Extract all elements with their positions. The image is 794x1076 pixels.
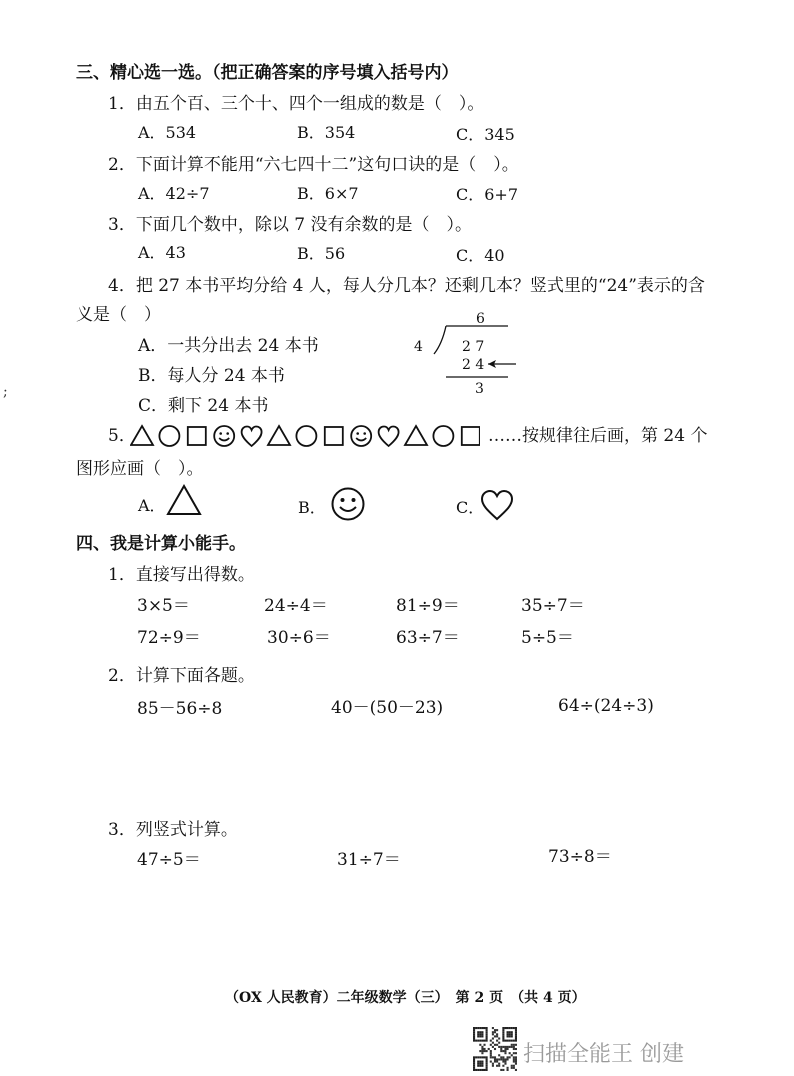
- scanner-watermark: 扫描全能王 创建: [523, 1042, 684, 1067]
- calc-item: 81÷9＝: [396, 596, 460, 616]
- q5-stem-tail: ……按规律往后画，第 24 个: [488, 426, 708, 446]
- smiley-icon: [214, 426, 234, 446]
- q1-stem: 1．由五个百、三个十、四个一组成的数是（ ）。: [108, 94, 485, 114]
- section3-title: [76, 63, 459, 83]
- long-division-diagram: [408, 306, 518, 398]
- triangle-icon: [131, 426, 153, 445]
- q5-number: 5．: [108, 426, 136, 446]
- q3-stem: 3．下面几个数中，除以 7 没有余数的是（ ）。: [108, 215, 472, 235]
- calc-item: 5÷5＝: [521, 628, 574, 648]
- division-bracket-lines: [408, 306, 518, 398]
- calc-item: 72÷9＝: [137, 628, 201, 648]
- page-footer: （OX 人民教育）二年级数学（三） 第 2 页 （共 4 页）: [225, 990, 586, 1006]
- part2-title: 2．计算下面各题。: [108, 666, 255, 686]
- q4-option-a: A．一共分出去 24 本书: [138, 336, 319, 356]
- q2-option-c: C．6+7: [456, 185, 519, 204]
- part3-title: 3．列竖式计算。: [108, 820, 238, 840]
- q1-option-a: A．534: [138, 123, 197, 142]
- q5-stem-line2: 图形应画（ ）。: [76, 459, 204, 479]
- expression-item: 40－(50－23): [331, 698, 444, 718]
- smiley-icon: [330, 486, 366, 522]
- triangle-icon: [166, 484, 202, 516]
- margin-mark: ;: [3, 384, 8, 400]
- circle-icon: [296, 426, 316, 446]
- heart-icon: [479, 488, 515, 522]
- q3-option-b: B．56: [297, 244, 346, 263]
- q5-option-a: A．: [138, 496, 166, 515]
- heart-icon: [242, 427, 262, 447]
- q4-option-c: C．剩下 24 本书: [138, 396, 269, 416]
- q1-option-b: B．354: [297, 123, 356, 142]
- calc-item: 35÷7＝: [521, 596, 585, 616]
- circle-icon: [433, 426, 453, 446]
- calc-item: 30÷6＝: [267, 628, 331, 648]
- heart-icon: [379, 427, 399, 447]
- square-icon: [462, 427, 480, 445]
- expression-item: 85－56÷8: [137, 699, 223, 719]
- q2-stem: 2．下面计算不能用“六七四十二”这句口诀的是（ ）。: [108, 155, 519, 175]
- vertical-calc-item: 47÷5＝: [137, 850, 201, 870]
- division-dividend: 2 7: [462, 339, 485, 355]
- calc-item: 3×5＝: [137, 596, 190, 616]
- division-remainder: 3: [475, 381, 484, 397]
- q5-option-c: C．: [456, 498, 485, 517]
- section4-title: 四、我是计算小能手。: [76, 534, 246, 554]
- q3-option-c: C．40: [456, 246, 505, 265]
- square-icon: [188, 427, 206, 445]
- triangle-icon: [405, 426, 427, 445]
- calc-item: 24÷4＝: [264, 596, 328, 616]
- q4-stem-line2: 义是（ ）: [76, 305, 161, 325]
- expression-item: 64÷(24÷3): [558, 696, 654, 716]
- division-quotient: 6: [476, 311, 485, 327]
- q4-stem-line1: 4．把 27 本书平均分给 4 人，每人分几本？还剩几本？竖式里的“24”表示的含: [108, 276, 705, 296]
- circle-icon: [159, 426, 179, 446]
- division-divisor: 4: [414, 339, 423, 355]
- division-product: 2 4: [462, 357, 485, 373]
- q5-shape-pattern: [130, 422, 480, 450]
- part1-title: 1．直接写出得数。: [108, 565, 255, 585]
- q2-option-a: A．42÷7: [138, 184, 210, 203]
- qr-code-icon: [473, 1027, 517, 1071]
- section3-instruction: （把正确答案的序号填入括号内）: [212, 63, 459, 83]
- q5-option-b: B．: [298, 498, 326, 517]
- vertical-calc-item: 73÷8＝: [548, 847, 612, 867]
- section3-heading: 三、精心选一选。: [76, 63, 212, 83]
- triangle-icon: [268, 426, 290, 445]
- square-icon: [325, 427, 343, 445]
- smiley-icon: [351, 426, 371, 446]
- vertical-calc-item: 31÷7＝: [337, 850, 401, 870]
- calc-item: 63÷7＝: [396, 628, 460, 648]
- q3-option-a: A．43: [138, 243, 186, 262]
- q4-option-b: B．每人分 24 本书: [138, 366, 285, 386]
- q1-option-c: C．345: [456, 125, 515, 144]
- q2-option-b: B．6×7: [297, 184, 359, 203]
